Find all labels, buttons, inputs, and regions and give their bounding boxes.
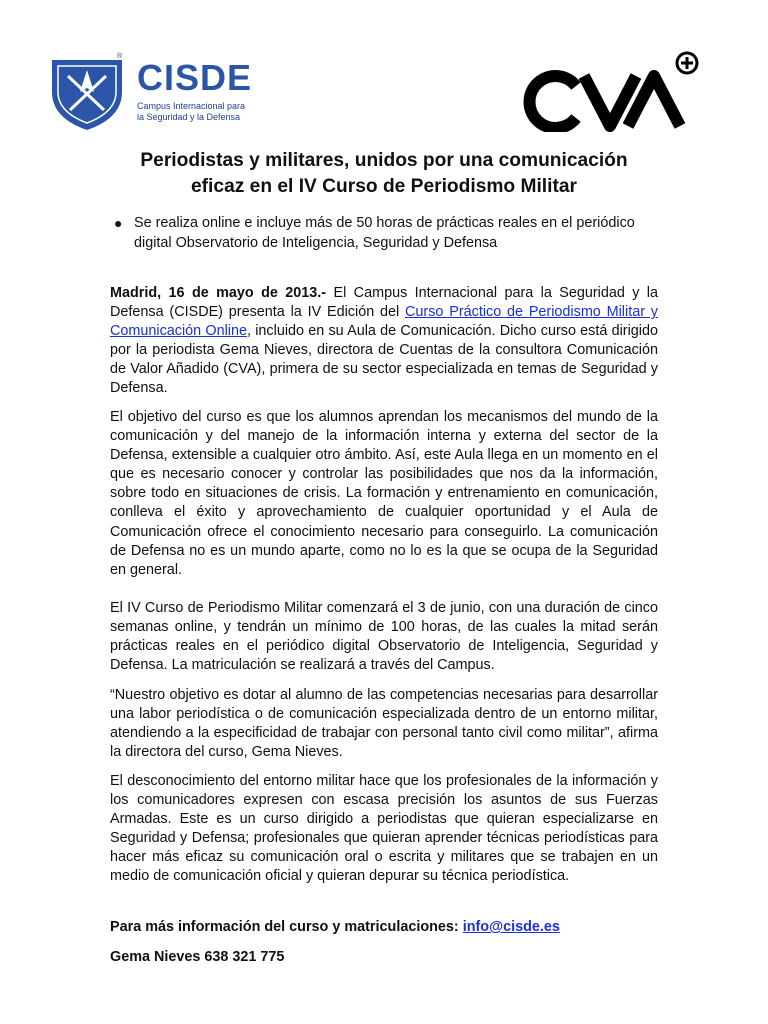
bullet-dot-icon: ●	[114, 215, 123, 231]
paragraph-1-text-a: El Campus Internacional para la Seguridad y la Defensa (CISDE) presenta la IV Edición del	[110, 285, 658, 321]
registered-mark: ®	[117, 53, 123, 60]
title-line-1: Periodistas y militares, unidos por una comunicación	[140, 150, 628, 171]
cisde-subtitle	[137, 101, 277, 123]
email-link[interactable]: info@cisde.es	[462, 919, 560, 935]
paragraph-1-text-b: , incluido en su Aula de Comunicación. Dicho curso está dirigido por la periodista Gema Nieves, directora de Cuentas de la consultora Comunicación de Valor Añadido (CVA), primera de su sector especializada en temas de Seguridad y Defensa.	[110, 323, 658, 397]
course-link[interactable]: Curso Práctico de Periodismo Militar y Comunicación Online	[110, 304, 658, 340]
paragraph-2: El objetivo del curso es que los alumnos aprendan los mecanismos del mundo de la comunicación y del manejo de la información interna y externa del sector de la Defensa, extensible a cualquier otro ámbito. Así, este Aula llega en un momento en el que es necesario conocer y controlar las posibilidades que nos da la información, sobre todo en situaciones de crisis. La formación y entrenamiento en comunicación, conlleva el éxito y aprovechamiento de cualquier oportunidad y el Aula de Comunicación ofrece el conocimiento necesario para conseguirlo. La comunicación de Defensa no es un mundo aparte, como no lo es la que se ocupa de la Seguridad en general.	[110, 409, 658, 578]
contact-label: Para más información del curso y matriculaciones:	[110, 919, 463, 935]
paragraph-4-quote: “Nuestro objetivo es dotar al alumno de las competencias necesarias para desarrollar una labor periodística o de comunicación especializada dentro de un entorno militar, atendiendo a la especificidad de trabajar con personal tanto civil como militar”, afirma la directora del curso, Gema Nieves.	[110, 687, 658, 761]
cisde-shield-icon	[48, 52, 126, 132]
bullet-text: Se realiza online e incluye más de 50 horas de prácticas reales en el periódico digital Observatorio de Inteligencia, Seguridad y Defensa	[134, 215, 635, 251]
cisde-name: CISDE	[137, 57, 253, 98]
paragraph-3: El IV Curso de Periodismo Militar comenzará el 3 de junio, con una duración de cinco semanas online, y tendrán un mínimo de 100 horas, de las cuales la mitad serán prácticas reales en el periódico digital Observatorio de Inteligencia, Seguridad y Defensa. La matriculación se realizará a través del Campus.	[110, 600, 658, 674]
summary-bullet	[114, 213, 666, 253]
paragraph-5: El desconocimiento del entorno militar hace que los profesionales de la información y los comunicadores expresen con escasa precisión los asuntos de sus Fuerzas Armadas. Este es un curso dirigido a periodistas que quieran especializarse en Seguridad y Defensa; profesionales que quieran aprender técnicas periodísticas para hacer más eficaz su comunicación oral o escrita y militares que se trabajen en un medio de comunicación oficial y quieran depurar su técnica periodística.	[110, 773, 658, 885]
title-line-2: eficaz en el IV Curso de Periodismo Militar	[191, 176, 577, 197]
cisde-subtitle-line1: Campus Internacional para	[137, 101, 246, 111]
contact-person: Gema Nieves 638 321 775	[110, 949, 285, 965]
cisde-logo	[48, 52, 268, 132]
dateline: Madrid, 16 de mayo de 2013.-	[110, 285, 327, 301]
cisde-subtitle-line2: la Seguridad y la Defensa	[137, 112, 241, 122]
cva-wordmark-icon	[522, 50, 702, 132]
page-title	[100, 148, 668, 200]
contact-line	[110, 917, 560, 937]
cva-logo	[522, 50, 702, 137]
paragraph-1	[110, 284, 658, 399]
